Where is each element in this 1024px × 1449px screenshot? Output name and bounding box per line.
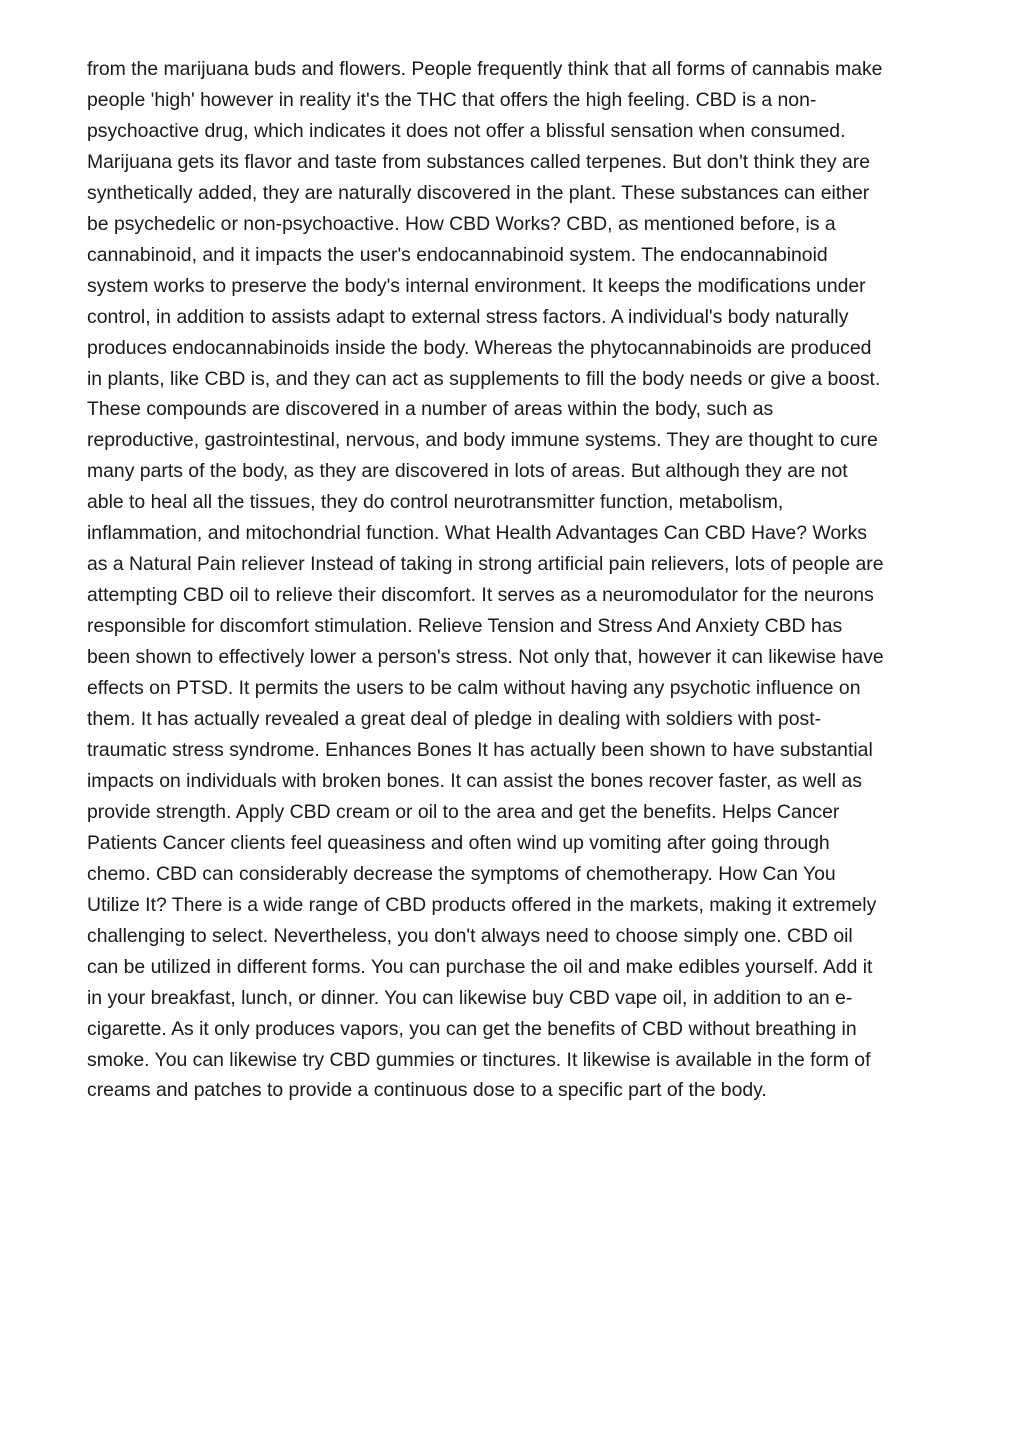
text-line: from the marijuana buds and flowers. People frequently think that all forms of cannabis make [87, 58, 883, 80]
text-line: cannabinoid, and it impacts the user's endocannabinoid system. The endocannabinoid [87, 243, 828, 266]
text-line: able to heal all the tissues, they do control neurotransmitter function, metabolism, [87, 491, 784, 514]
text-line: synthetically added, they are naturally discovered in the plant. These substances can either [87, 181, 870, 204]
text-line: Patients Cancer clients feel queasiness and often wind up vomiting after going through [87, 831, 830, 854]
text-line: These compounds are discovered in a number of areas within the body, such as [87, 398, 774, 421]
text-line: challenging to select. Nevertheless, you don't always need to choose simply one. CBD oil [87, 924, 853, 947]
text-line: smoke. You can likewise try CBD gummies or tinctures. It likewise is available in the form of [87, 1048, 871, 1071]
text-line: cigarette. As it only produces vapors, you can get the benefits of CBD without breathing in [87, 1017, 857, 1040]
text-line: produces endocannabinoids inside the body. Whereas the phytocannabinoids are produced [87, 336, 872, 359]
body-paragraph [87, 54, 947, 1106]
text-line: responsible for discomfort stimulation. Relieve Tension and Stress And Anxiety CBD has [87, 615, 843, 638]
text-line: in plants, like CBD is, and they can act as supplements to fill the body needs or give a boost. [87, 367, 881, 390]
text-line: been shown to effectively lower a person's stress. Not only that, however it can likewise have [87, 646, 884, 669]
text-line: reproductive, gastrointestinal, nervous, and body immune systems. They are thought to cure [87, 429, 878, 452]
text-line: traumatic stress syndrome. Enhances Bones It has actually been shown to have substantial [87, 738, 873, 761]
text-line: be psychedelic or non-psychoactive. How CBD Works? CBD, as mentioned before, is a [87, 212, 836, 235]
text-line: Marijuana gets its flavor and taste from substances called terpenes. But don't think they are [87, 150, 870, 173]
text-line: as a Natural Pain reliever Instead of taking in strong artificial pain relievers, lots of people are [87, 553, 884, 576]
text-line: in your breakfast, lunch, or dinner. You can likewise buy CBD vape oil, in addition to an e- [87, 986, 853, 1009]
text-line: many parts of the body, as they are discovered in lots of areas. But although they are not [87, 460, 848, 483]
text-line: can be utilized in different forms. You can purchase the oil and make edibles yourself. Add it [87, 955, 873, 978]
text-line: them. It has actually revealed a great deal of pledge in dealing with soldiers with post- [87, 708, 822, 731]
text-line: effects on PTSD. It permits the users to be calm without having any psychotic influence on [87, 677, 861, 700]
text-line: psychoactive drug, which indicates it does not offer a blissful sensation when consumed. [87, 119, 846, 142]
text-line: people 'high' however in reality it's the THC that offers the high feeling. CBD is a non- [87, 88, 817, 111]
text-line: control, in addition to assists adapt to external stress factors. A individual's body naturally [87, 305, 849, 328]
text-line: inflammation, and mitochondrial function. What Health Advantages Can CBD Have? Works [87, 522, 867, 545]
text-line: system works to preserve the body's internal environment. It keeps the modifications under [87, 274, 866, 297]
text-line: provide strength. Apply CBD cream or oil to the area and get the benefits. Helps Cancer [87, 800, 840, 823]
text-line: chemo. CBD can considerably decrease the symptoms of chemotherapy. How Can You [87, 862, 836, 885]
text-line: Utilize It? There is a wide range of CBD products offered in the markets, making it extremely [87, 893, 877, 916]
text-line: attempting CBD oil to relieve their discomfort. It serves as a neuromodulator for the neurons [87, 584, 874, 607]
text-line: impacts on individuals with broken bones. It can assist the bones recover faster, as well as [87, 769, 862, 792]
text-line: creams and patches to provide a continuous dose to a specific part of the body. [87, 1079, 767, 1102]
